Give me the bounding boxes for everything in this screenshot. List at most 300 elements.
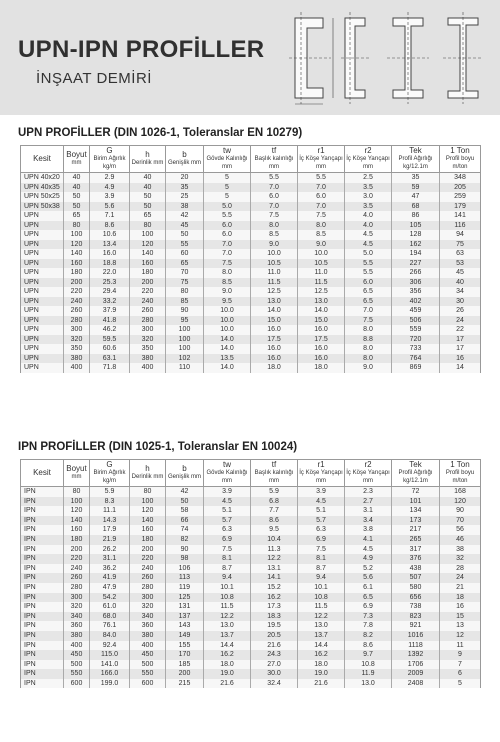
table-cell: 12.2 [298,612,345,622]
table-cell: 13.5 [204,354,251,364]
table-cell: 160 [130,525,166,535]
table-cell: 220 [130,554,166,564]
table-cell: 300 [130,593,166,603]
table-cell: 7.0 [251,183,298,193]
table-cell: 80 [130,221,166,231]
table-row [21,631,481,641]
table-cell: 7.0 [204,240,251,250]
table-cell: 16.0 [298,325,345,335]
table-cell: 10.5 [251,259,298,269]
table-row [21,602,481,612]
table-cell: 60.6 [90,344,130,354]
table-cell: 15 [440,612,481,622]
table-cell: IPN [21,650,64,660]
table-cell: 29.4 [90,287,130,297]
table-cell: 11.5 [204,602,251,612]
table-row [21,249,481,259]
table-cell: 11.9 [345,669,392,679]
column-label: b [182,150,187,159]
table-cell: 85 [166,297,204,307]
table-cell: 5.0 [345,249,392,259]
table-cell: 5.5 [345,268,392,278]
table-cell: 14.0 [204,363,251,373]
table-cell: 13.0 [204,621,251,631]
table-cell: 24.3 [251,650,298,660]
table-row [21,593,481,603]
table-cell: IPN [21,506,64,516]
table-cell: 40 [130,173,166,183]
table-cell: 7.5 [298,211,345,221]
table-cell: 600 [64,679,90,689]
table-cell: 320 [64,335,90,345]
table-cell: 180 [130,268,166,278]
table-row [21,202,481,212]
table-cell: 14.0 [204,344,251,354]
table-cell: 823 [392,612,440,622]
table-cell: 6.0 [298,192,345,202]
table-cell: 11.0 [298,268,345,278]
table-cell: 10.5 [298,259,345,269]
table-cell: 6.9 [345,602,392,612]
table-cell: 260 [64,573,90,583]
table-cell: 360 [130,621,166,631]
column-unit: Profil boyu m/ton [445,156,475,170]
table-cell: 7.0 [251,202,298,212]
table-cell: 50 [130,192,166,202]
table-cell: 47.9 [90,583,130,593]
table-cell: 4.5 [204,497,251,507]
table-cell: 32 [440,554,481,564]
table-cell: 42 [166,487,204,497]
table-cell: 8.8 [345,335,392,345]
table-cell: IPN [21,497,64,507]
table-cell: 7.5 [204,545,251,555]
table-cell: 733 [392,344,440,354]
table-cell: 46 [440,535,481,545]
table-cell: 41.9 [90,573,130,583]
table-cell: 90 [166,545,204,555]
table-cell: 90 [440,506,481,516]
table-cell: 13.0 [251,297,298,307]
table-cell: 8.1 [204,554,251,564]
upn-col-header [440,146,481,173]
header-band [0,0,500,115]
table-cell: 921 [392,621,440,631]
table-cell: 100 [166,325,204,335]
table-cell: 160 [64,259,90,269]
table-cell: 18.3 [251,612,298,622]
table-cell: 227 [392,259,440,269]
column-unit: İç Köşe Yarıçapı mm [299,156,343,170]
table-cell: 34 [440,287,481,297]
table-cell: 28 [440,564,481,574]
table-cell: 50 [166,497,204,507]
table-cell: 14.1 [251,573,298,583]
table-cell: 5.5 [204,211,251,221]
table-cell: 738 [392,602,440,612]
table-cell: 8.0 [345,325,392,335]
table-cell: 100 [130,230,166,240]
table-cell: 86 [392,211,440,221]
table-row [21,268,481,278]
table-cell: UPN 50x38 [21,202,64,212]
table-cell: 5.5 [251,173,298,183]
table-row [21,641,481,651]
table-cell: UPN 50x25 [21,192,64,202]
table-cell: 14.0 [251,306,298,316]
table-cell: 6.0 [204,221,251,231]
table-cell: 266 [392,268,440,278]
column-label: Boyut [66,150,87,159]
table-cell: 506 [392,316,440,326]
table-cell: 3.5 [345,183,392,193]
table-row [21,173,481,183]
column-unit: Başlık kalınlığı mm [254,470,294,484]
table-cell: 260 [130,306,166,316]
table-cell: 179 [440,202,481,212]
table-cell: 98 [166,554,204,564]
table-cell: 9.7 [345,650,392,660]
table-cell: 7.0 [204,249,251,259]
table-cell: UPN [21,240,64,250]
table-cell: 5.9 [90,487,130,497]
table-row [21,240,481,250]
table-cell: 66 [166,516,204,526]
table-cell: 63.1 [90,354,130,364]
table-cell: 259 [440,192,481,202]
table-cell: IPN [21,545,64,555]
ipn-col-header [440,460,481,487]
table-cell: 30 [440,297,481,307]
table-cell: 90 [166,306,204,316]
table-cell: 11.5 [298,278,345,288]
ipn-section-title: IPN PROFİLLER (DIN 1025-1, Toleranslar EN 10024) [18,441,298,453]
table-row [21,669,481,679]
table-cell: 6 [440,669,481,679]
table-cell: 2.5 [345,173,392,183]
table-cell: 220 [130,287,166,297]
table-cell: 8.6 [90,221,130,231]
table-cell: 18 [440,593,481,603]
table-cell: 9 [440,650,481,660]
table-cell: 10.1 [204,583,251,593]
table-row [21,306,481,316]
table-row [21,525,481,535]
table-cell: 102 [166,354,204,364]
upn-col-header [298,146,345,173]
table-row [21,183,481,193]
column-unit: Birim Ağırlık kg/m [93,156,126,170]
table-cell: 140 [130,249,166,259]
table-cell: 70 [440,516,481,526]
table-cell: 17.5 [298,335,345,345]
table-cell: 125 [166,593,204,603]
table-cell: UPN [21,249,64,259]
table-cell: 600 [130,679,166,689]
table-cell: 869 [392,363,440,373]
table-cell: 3.4 [345,516,392,526]
table-row [21,564,481,574]
table-row [21,573,481,583]
table-cell: 21.9 [90,535,130,545]
table-cell: UPN [21,211,64,221]
table-cell: 450 [130,650,166,660]
table-cell: IPN [21,621,64,631]
table-cell: 14.4 [204,641,251,651]
table-cell: 40 [130,183,166,193]
table-cell: 76.1 [90,621,130,631]
table-cell: 16 [440,354,481,364]
table-cell: IPN [21,669,64,679]
table-cell: 5.0 [204,202,251,212]
table-cell: UPN [21,287,64,297]
table-cell: 50 [166,230,204,240]
table-cell: 200 [130,545,166,555]
upn-table [20,145,481,373]
table-cell: 120 [440,497,481,507]
upn-col-header [130,146,166,173]
column-unit: Profil boyu m/ton [445,470,475,484]
table-cell: 13.0 [298,621,345,631]
table-cell: 17.3 [251,602,298,612]
upn-col-header [392,146,440,173]
table-cell: 7.3 [345,612,392,622]
table-cell: 100 [64,230,90,240]
table-cell: 2009 [392,669,440,679]
column-label: 1 Ton [450,460,470,469]
table-cell: UPN [21,268,64,278]
table-cell: 12.2 [204,612,251,622]
table-cell: 14.0 [204,335,251,345]
upn-col-header [345,146,392,173]
table-cell: 162 [392,240,440,250]
table-cell: 360 [64,621,90,631]
table-cell: 8.6 [251,516,298,526]
upn-col-header [90,146,130,173]
table-cell: IPN [21,535,64,545]
table-cell: 400 [64,641,90,651]
table-cell: 3.1 [345,506,392,516]
table-cell: 656 [392,593,440,603]
table-cell: 80 [64,487,90,497]
table-cell: 170 [166,650,204,660]
table-cell: 5.5 [345,259,392,269]
column-label: Boyut [66,464,87,473]
column-unit: Derinlik mm [131,160,164,166]
table-cell: 507 [392,573,440,583]
table-cell: 19.0 [298,669,345,679]
table-cell: 720 [392,335,440,345]
table-cell: 17.9 [90,525,130,535]
table-cell: IPN [21,631,64,641]
table-cell: 300 [64,593,90,603]
ipn-col-header [298,460,345,487]
table-cell: 13.0 [345,679,392,689]
table-cell: 16.0 [298,344,345,354]
table-cell: 13 [440,621,481,631]
page-title: UPN-IPN PROFİLLER [18,36,265,63]
table-cell: 168 [440,487,481,497]
table-cell: 9.0 [298,240,345,250]
table-cell: 31.1 [90,554,130,564]
table-cell: 4.0 [345,211,392,221]
table-cell: 65 [130,211,166,221]
table-cell: 320 [130,602,166,612]
table-cell: 6.3 [298,525,345,535]
table-cell: 26.2 [90,545,130,555]
ipn-col-header [345,460,392,487]
table-row [21,487,481,497]
table-cell: 9.4 [204,573,251,583]
table-cell: 25 [166,192,204,202]
table-cell: 3.0 [345,192,392,202]
table-cell: IPN [21,593,64,603]
table-cell: UPN [21,297,64,307]
table-cell: 7.0 [345,306,392,316]
table-cell: 16.0 [298,354,345,364]
table-cell: UPN [21,306,64,316]
table-cell: 550 [64,669,90,679]
table-cell: 59.5 [90,335,130,345]
table-cell: 240 [64,564,90,574]
table-cell: 5 [204,173,251,183]
table-cell: 9.5 [204,297,251,307]
table-cell: 173 [392,516,440,526]
ipn-col-header [64,460,90,487]
table-cell: 580 [392,583,440,593]
table-cell: 3.9 [90,192,130,202]
table-cell: 27.0 [251,660,298,670]
table-cell: 40 [64,183,90,193]
column-label: tf [271,146,277,155]
column-label: r1 [317,146,325,155]
ipn-col-header [392,460,440,487]
table-cell: 33.2 [90,297,130,307]
table-cell: 13.7 [298,631,345,641]
table-cell: 306 [392,278,440,288]
table-cell: 9.0 [204,287,251,297]
table-cell: 2.9 [90,173,130,183]
table-cell: UPN [21,230,64,240]
column-unit: İç Köşe Yarıçapı mm [299,470,343,484]
table-cell: 7.0 [298,202,345,212]
table-cell: 7.5 [298,545,345,555]
table-cell: 13.0 [298,297,345,307]
table-cell: 8.5 [298,230,345,240]
table-cell: 45 [440,268,481,278]
table-cell: 5.5 [298,173,345,183]
upn-col-header [21,146,64,173]
table-row [21,612,481,622]
table-cell: UPN [21,363,64,373]
column-label: tw [223,146,231,155]
table-row [21,679,481,689]
table-cell: 4.5 [345,230,392,240]
ipn-col-header [130,460,166,487]
ipn-col-header [21,460,64,487]
table-cell: 137 [166,612,204,622]
table-cell: UPN 40x20 [21,173,64,183]
upn-col-header [64,146,90,173]
table-cell: 140 [64,249,90,259]
table-cell: 8.3 [90,497,130,507]
table-cell: 5.7 [298,516,345,526]
table-cell: 10.0 [251,249,298,259]
column-unit: mm [71,474,82,480]
table-cell: 220 [64,287,90,297]
table-cell: 5.6 [345,573,392,583]
table-cell: 559 [392,325,440,335]
table-cell: 5.9 [251,487,298,497]
table-cell: 4.9 [90,183,130,193]
table-cell: 4.1 [345,535,392,545]
table-cell: 19.5 [251,621,298,631]
table-cell: 260 [130,573,166,583]
table-cell: IPN [21,641,64,651]
table-cell: 10.8 [298,593,345,603]
table-cell: 215 [166,679,204,689]
table-cell: IPN [21,554,64,564]
table-row [21,583,481,593]
table-cell: 348 [440,173,481,183]
table-cell: 3.9 [298,487,345,497]
table-cell: 8.5 [204,278,251,288]
column-unit: Profil Ağırlığı kg/12.1m [398,156,433,170]
table-row [21,344,481,354]
table-cell: 400 [130,641,166,651]
table-cell: 380 [64,631,90,641]
column-label: r1 [317,460,325,469]
table-cell: 6.0 [345,278,392,288]
table-cell: IPN [21,602,64,612]
table-cell: 180 [64,268,90,278]
table-cell: 14 [440,363,481,373]
column-unit: Gövde Kalınlığı mm [206,156,248,170]
table-cell: 300 [130,325,166,335]
upn-col-header [166,146,204,173]
table-cell: 18.8 [90,259,130,269]
table-cell: 6.5 [345,287,392,297]
column-label: Kesit [33,154,51,163]
table-cell: 18.0 [298,363,345,373]
table-cell: 58 [166,506,204,516]
table-cell: 438 [392,564,440,574]
table-cell: 100 [130,497,166,507]
table-cell: 140 [130,516,166,526]
table-cell: 764 [392,354,440,364]
table-cell: 20.5 [251,631,298,641]
table-cell: 101 [392,497,440,507]
ipn-col-header [166,460,204,487]
table-cell: 11.5 [298,602,345,612]
column-unit: Derinlik mm [131,474,164,480]
table-row [21,259,481,269]
table-cell: 6.3 [204,525,251,535]
table-cell: 9.0 [251,240,298,250]
table-cell: 16.2 [204,650,251,660]
table-cell: 200 [130,278,166,288]
table-cell: 21 [440,583,481,593]
table-cell: 11.3 [251,545,298,555]
table-cell: 11.0 [251,268,298,278]
table-cell: 10.0 [204,306,251,316]
table-cell: UPN [21,354,64,364]
column-label: b [182,464,187,473]
table-cell: 340 [64,612,90,622]
table-cell: 1392 [392,650,440,660]
table-cell: 300 [64,325,90,335]
table-cell: 20 [166,173,204,183]
